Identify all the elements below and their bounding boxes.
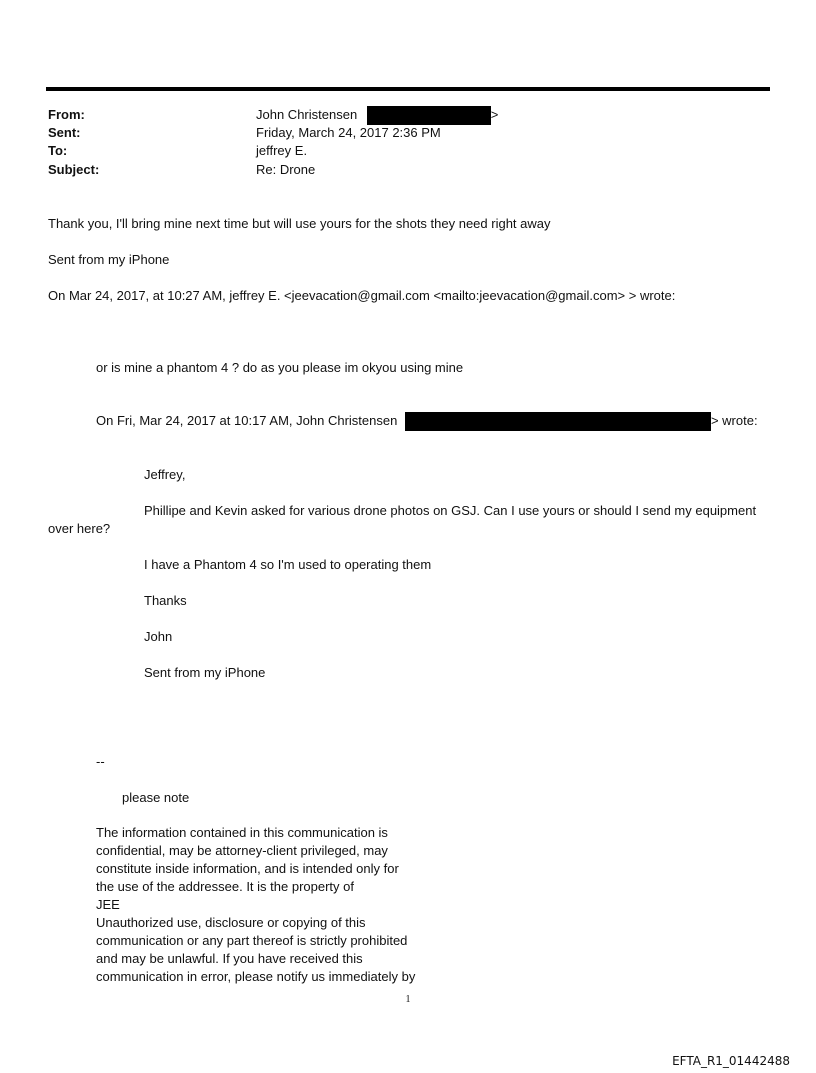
- from-value-row: [256, 106, 498, 125]
- please-note: please note: [122, 790, 190, 805]
- from-suffix: >: [490, 107, 499, 122]
- sender-name: John: [144, 629, 173, 644]
- separator: --: [96, 754, 105, 769]
- phantom-line: I have a Phantom 4 so I'm used to operating them: [144, 557, 432, 572]
- disclaimer-line: communication or any part thereof is strictly prohibited: [96, 933, 408, 948]
- request-line-2: over here?: [48, 521, 111, 536]
- disclaimer-line: confidential, may be attorney-client privileged, may: [96, 843, 388, 858]
- disclaimer-line: constitute inside information, and is intended only for: [96, 861, 399, 876]
- disclaimer-line: the use of the addressee. It is the property of: [96, 879, 354, 894]
- from-value: John Christensen: [256, 107, 358, 122]
- sent-value: Friday, March 24, 2017 2:36 PM: [256, 125, 441, 140]
- redaction-box: [405, 412, 711, 431]
- disclaimer-line: JEE: [96, 897, 120, 912]
- disclaimer-line: The information contained in this communication is: [96, 825, 388, 840]
- quote-2-header-suffix: > wrote:: [710, 413, 758, 428]
- from-label: From:: [48, 107, 85, 122]
- thanks: Thanks: [144, 593, 187, 608]
- quote-2-header-prefix: On Fri, Mar 24, 2017 at 10:17 AM, John Christensen: [96, 413, 398, 428]
- to-label: To:: [48, 143, 68, 158]
- disclaimer: [96, 824, 456, 986]
- disclaimer-line: Unauthorized use, disclosure or copying of this: [96, 915, 366, 930]
- signature-2: Sent from my iPhone: [144, 665, 266, 680]
- subject-label: Subject:: [48, 162, 100, 177]
- sent-label: Sent:: [48, 125, 81, 140]
- quote-2-header-row: [96, 412, 758, 431]
- header-rule: [46, 87, 770, 91]
- reply-line: Thank you, I'll bring mine next time but will use yours for the shots they need right away: [48, 216, 551, 231]
- quote-1-header: On Mar 24, 2017, at 10:27 AM, jeffrey E. <jeevacation@gmail.com <mailto:jeevacation@gmail.com> > wrote:: [48, 288, 676, 303]
- quote-1-text: or is mine a phantom 4 ? do as you please im okyou using mine: [96, 360, 464, 375]
- document-id: EFTA_R1_01442488: [672, 1054, 790, 1068]
- disclaimer-line: and may be unlawful. If you have received this: [96, 951, 363, 966]
- to-value: jeffrey E.: [256, 143, 308, 158]
- page-number: 1: [405, 994, 411, 1005]
- subject-value: Re: Drone: [256, 162, 316, 177]
- disclaimer-line: communication in error, please notify us immediately by: [96, 969, 416, 984]
- signature-1: Sent from my iPhone: [48, 252, 170, 267]
- greeting: Jeffrey,: [144, 467, 186, 482]
- redaction-box: [367, 106, 491, 125]
- request-line-1: Phillipe and Kevin asked for various drone photos on GSJ. Can I use yours or should I send my equipment: [144, 503, 757, 518]
